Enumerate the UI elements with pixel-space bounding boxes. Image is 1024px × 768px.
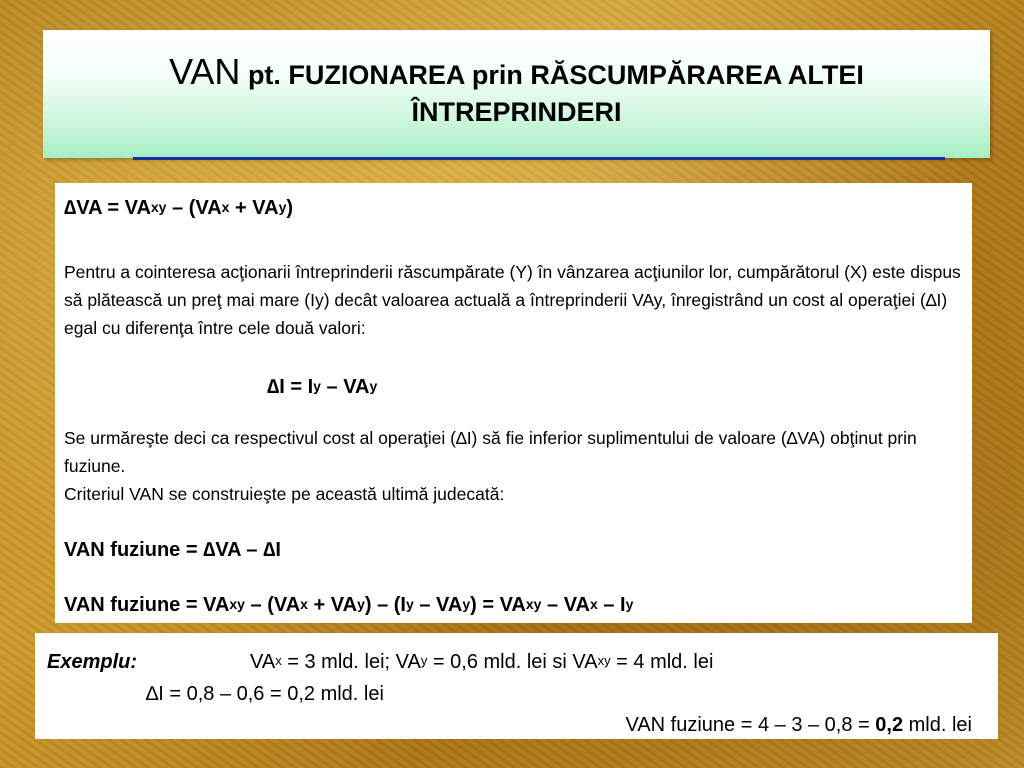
title-van-word: VAN [169, 51, 241, 92]
main-content-box [55, 183, 972, 623]
example-result-value: 0,2 [875, 714, 904, 736]
title-line1-rest: pt. FUZIONAREA prin RĂSCUMPĂRAREA ALTEI [240, 60, 864, 90]
paragraph-cost-operatie: Se urmăreşte deci ca respectivul cost al operaţiei (∆I) să fie inferior suplimentului de valoare (∆VA) obţinut prin fuziune. [64, 428, 917, 476]
formula-delta-va: $\Delta VA = VA_{xy} - (VA_x + VA_y)$ [64, 197, 294, 219]
paragraph-criteriu [64, 424, 969, 508]
example-values: $VA_x = 3$ mld. lei; $VA_y = 0,6$ mld. lei si $VA_{xy} = 4$ mld. lei [250, 651, 714, 673]
example-box [35, 633, 998, 739]
title-line2: ÎNTREPRINDERI [411, 97, 622, 127]
formula-delta-i: $\Delta I = I_y - VA_y$ [267, 376, 378, 398]
paragraph-criteriu-van: Criteriul VAN se construieşte pe această ultimă judecată: [64, 484, 505, 504]
formula-van-fuziune-short: VAN fuziune = ∆VA – ∆I [64, 539, 281, 561]
page-title [43, 53, 990, 131]
title-underline [133, 157, 945, 160]
title-box [43, 30, 990, 158]
paragraph-cointeresare: Pentru a cointeresa acţionarii întreprinderii răscumpărate (Y) în vânzarea acţiunilor lor, cumpărătorul (X) este dispus să plătească un preţ mai mare (Iy) decât valoarea actuală a întreprinderii VAy, înregistrând un cost al operaţiei (∆I) egal cu diferenţa între cele două valori: [64, 262, 961, 338]
formula-van-fuziune-full: VAN fuziune = $VA_{xy} - (VA_x + VA_y) - (I_y - VA_y) = VA_{xy} - VA_x - I_y$ [64, 594, 634, 616]
example-result: VAN fuziune = 4 – 3 – 0,8 = 0,2 mld. lei [625, 714, 972, 736]
example-label: Exemplu: [47, 651, 138, 673]
example-delta-i: ∆I = 0,8 – 0,6 = 0,2 mld. lei [146, 683, 384, 705]
